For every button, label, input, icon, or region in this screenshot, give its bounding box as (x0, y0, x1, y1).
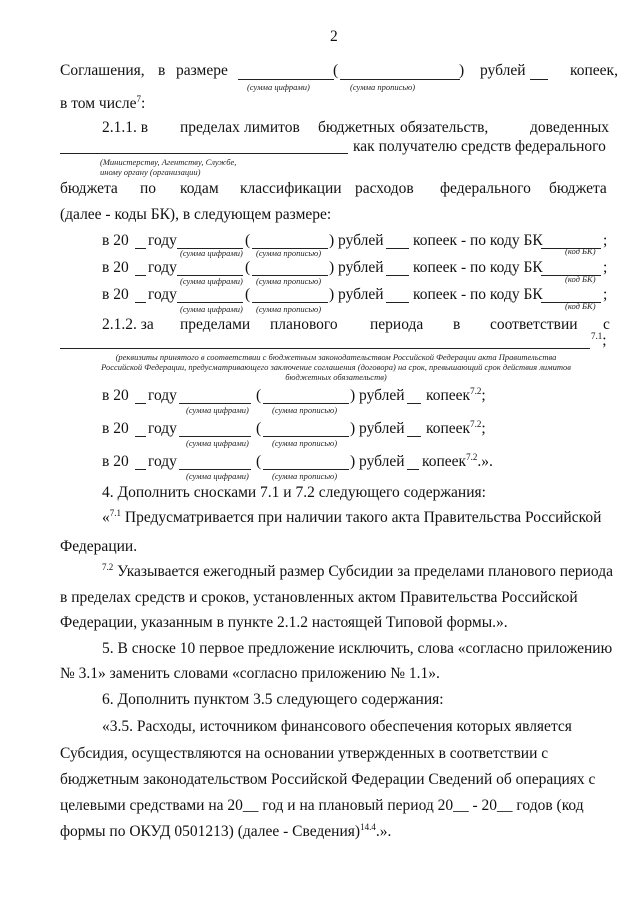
footnote-71-marker: 7.1 (109, 508, 121, 518)
lparen: ( (245, 259, 251, 276)
caption-words: (сумма прописью) (256, 276, 322, 286)
p212-w4: в (453, 316, 461, 333)
caption-words: (сумма прописью) (272, 471, 338, 481)
sum-digits-blank[interactable] (179, 403, 251, 404)
caption-bk: (код БК) (565, 274, 596, 284)
year-god: году (148, 286, 177, 303)
caption-ministry-1: (Министерству, Агентству, Службе, (100, 157, 237, 167)
year-prefix: в 20 (102, 420, 129, 437)
p212-footnote-ref: 7.1 (591, 331, 603, 341)
year-blank[interactable] (135, 248, 146, 249)
row-end: ; (603, 286, 608, 303)
caption-words: (сумма прописью) (256, 304, 322, 314)
footnote-144-ref: 14.4 (360, 822, 376, 832)
year-blank[interactable] (135, 302, 146, 303)
year-blank[interactable] (135, 469, 146, 470)
sum-digits-blank[interactable] (179, 469, 251, 470)
row-end: ; (481, 420, 486, 437)
p212-ref (591, 332, 607, 350)
caption-act-1: (реквизиты принятого в соответствии с бюджетным законодательством Российской Федерации акта Правительства (115, 352, 557, 362)
ministry-blank[interactable] (60, 153, 348, 154)
kop-word: копеек (426, 387, 471, 404)
year-god: году (148, 420, 177, 437)
rub-label: ) рублей (329, 259, 384, 276)
rub-label: ) рублей (329, 286, 384, 303)
year-blank[interactable] (135, 403, 146, 404)
including-line (60, 95, 145, 113)
page-number: 2 (330, 28, 338, 45)
amount-digits-blank[interactable] (238, 79, 334, 80)
year-prefix: в 20 (102, 232, 129, 249)
p211-l3w7: бюджета (549, 180, 607, 197)
footnote-71-open: « (102, 509, 110, 526)
p212-num: 2.1.2. за (102, 316, 154, 333)
footnote-ref: 7.2 (470, 386, 482, 396)
rub-label: ) рублей (329, 232, 384, 249)
agreement-kop: копеек, (570, 62, 618, 79)
agreement-lparen: ( (333, 62, 339, 79)
rub-label: ) рублей (350, 453, 405, 470)
p35-end: .». (375, 823, 392, 840)
p211-w1: пределах (180, 119, 240, 136)
year-prefix: в 20 (102, 259, 129, 276)
sum-digits-blank[interactable] (177, 302, 243, 303)
rub-label: ) рублей (350, 420, 405, 437)
p211-w2: лимитов (244, 119, 300, 136)
p35-line5 (60, 823, 391, 841)
p211-num: 2.1.1. в (102, 119, 149, 136)
kop-blank[interactable] (407, 403, 421, 404)
p35-line2: Субсидия, осуществляются на основании утвержденных в соответствии с (60, 745, 549, 762)
act-details-blank[interactable] (60, 348, 590, 349)
caption-ministry-2: иному органу (организации) (100, 167, 201, 177)
kop-word: копеек (422, 453, 467, 470)
lparen: ( (245, 286, 251, 303)
p211-w4: обязательств, (400, 119, 489, 136)
p211-l3w1: бюджета (60, 180, 118, 197)
caption-bk: (код БК) (565, 301, 596, 311)
footnote-72-line1 (102, 563, 613, 581)
kop-word: копеек (426, 420, 471, 437)
p211-line4: (далее - коды БК), в следующем размере: (60, 206, 332, 223)
year-god: году (148, 387, 177, 404)
footnote-72-marker: 7.2 (102, 562, 114, 572)
footnote-72-text: Указывается ежегодный размер Субсидии за пределами планового периода (117, 563, 613, 580)
item5-line2: № 3.1» заменить словами «согласно приложению № 1.1». (60, 665, 440, 682)
caption-bk: (код БК) (565, 246, 596, 256)
sum-words-blank[interactable] (263, 436, 349, 437)
kop-blank[interactable] (386, 302, 409, 303)
year-blank[interactable] (135, 436, 146, 437)
p211-l3w2: по (140, 180, 157, 197)
sum-digits-blank[interactable] (179, 436, 251, 437)
footnote-71-line2: Федерации. (60, 538, 138, 555)
caption-digits: (сумма цифрами) (186, 405, 249, 415)
agreement-rub: рублей (480, 62, 526, 79)
p35-line1: «3.5. Расходы, источником финансового обеспечения которых является (102, 718, 572, 735)
kop-blank[interactable] (407, 469, 419, 470)
caption-digits: (сумма цифрами) (186, 471, 249, 481)
footnote-72-line3: Федерации, указанным в пункте 2.1.2 настоящей Типовой формы.». (60, 614, 508, 631)
row-end: ; (603, 232, 608, 249)
kop-bk-label: копеек - по коду БК (413, 286, 543, 303)
caption-words: (сумма прописью) (256, 248, 322, 258)
p211-w5: доведенных (530, 119, 610, 136)
caption-words: (сумма прописью) (272, 438, 338, 448)
caption-amount-words: (сумма прописью) (350, 82, 416, 92)
caption-act-2: Российской Федерации, предусматривающего заключение соглашения (договора) на срок, превышающий срок действия лимитов (101, 362, 571, 372)
kop-label (422, 453, 493, 471)
caption-digits: (сумма цифрами) (180, 276, 243, 286)
sum-words-blank[interactable] (252, 302, 328, 303)
footnote-ref: 7.2 (470, 419, 482, 429)
sum-words-blank[interactable] (263, 403, 349, 404)
kop-bk-label: копеек - по коду БК (413, 259, 543, 276)
year-god: году (148, 259, 177, 276)
lparen: ( (256, 453, 262, 470)
caption-digits: (сумма цифрами) (180, 248, 243, 258)
p212-w6: с (603, 316, 610, 333)
p212-semicolon: ; (602, 332, 607, 349)
row-end: ; (481, 387, 486, 404)
kop-blank[interactable] (386, 248, 409, 249)
row-end: .». (477, 453, 493, 470)
item6-heading: 6. Дополнить пунктом 3.5 следующего содержания: (102, 691, 444, 708)
caption-amount-digits: (сумма цифрами) (247, 82, 310, 92)
sum-words-blank[interactable] (263, 469, 349, 470)
agreement-rparen: ) (459, 62, 465, 79)
item4-heading: 4. Дополнить сносками 7.1 и 7.2 следующего содержания: (102, 484, 486, 501)
agreement-size-word: размере (176, 62, 228, 79)
caption-digits: (сумма цифрами) (180, 304, 243, 314)
kop-blank[interactable] (407, 436, 421, 437)
lparen: ( (256, 387, 262, 404)
p211-line2-tail: как получателю средств федерального (353, 138, 606, 155)
year-prefix: в 20 (102, 453, 129, 470)
p212-w2: планового (270, 316, 338, 333)
p35-line5-text: формы по ОКУД 0501213) (далее - Сведения) (60, 823, 361, 840)
p212-w3: периода (370, 316, 424, 333)
rub-label: ) рублей (350, 387, 405, 404)
p211-l3w3: кодам (180, 180, 219, 197)
year-prefix: в 20 (102, 286, 129, 303)
footnote-72-line2: в пределах средств и сроков, установленных актом Правительства Российской (60, 589, 578, 606)
item5-line1: 5. В сноске 10 первое предложение исключить, слова «согласно приложению (102, 640, 613, 657)
p211-l3w4: классификации (240, 180, 342, 197)
agreement-lead-word: Соглашения, (60, 62, 145, 79)
lparen: ( (245, 232, 251, 249)
footnote-71-text: Предусматривается при наличии такого акта Правительства Российской (124, 509, 602, 526)
p35-line3: бюджетным законодательством Российской Федерации Сведений об операциях с (60, 771, 596, 788)
including-footnote-ref: 7 (136, 94, 141, 104)
p212-w1: пределами (180, 316, 251, 333)
caption-digits: (сумма цифрами) (186, 438, 249, 448)
kop-blank[interactable] (386, 275, 409, 276)
lparen: ( (256, 420, 262, 437)
including-text: в том числе (60, 95, 137, 112)
p35-line4: целевыми средствами на 20__ год и на плановый период 20__ - 20__ годов (код (60, 797, 584, 814)
p211-l3w5: расходов (355, 180, 414, 197)
p211-l3w6: федерального (440, 180, 531, 197)
caption-words: (сумма прописью) (272, 405, 338, 415)
row-end: ; (603, 259, 608, 276)
agreement-in-word: в (158, 62, 166, 79)
p212-w5: соответствии (490, 316, 578, 333)
footnote-ref: 7.2 (466, 452, 478, 462)
kopeck-blank[interactable] (530, 79, 548, 80)
kop-bk-label: копеек - по коду БК (413, 232, 543, 249)
caption-act-3: бюджетных обязательств) (285, 372, 387, 382)
kop-label (426, 387, 486, 405)
p211-w3: бюджетных (318, 119, 396, 136)
year-god: году (148, 232, 177, 249)
year-prefix: в 20 (102, 387, 129, 404)
including-colon: : (141, 95, 146, 112)
footnote-71-line1 (102, 509, 601, 527)
year-blank[interactable] (135, 275, 146, 276)
kop-label (426, 420, 486, 438)
amount-words-blank[interactable] (340, 79, 460, 80)
year-god: году (148, 453, 177, 470)
